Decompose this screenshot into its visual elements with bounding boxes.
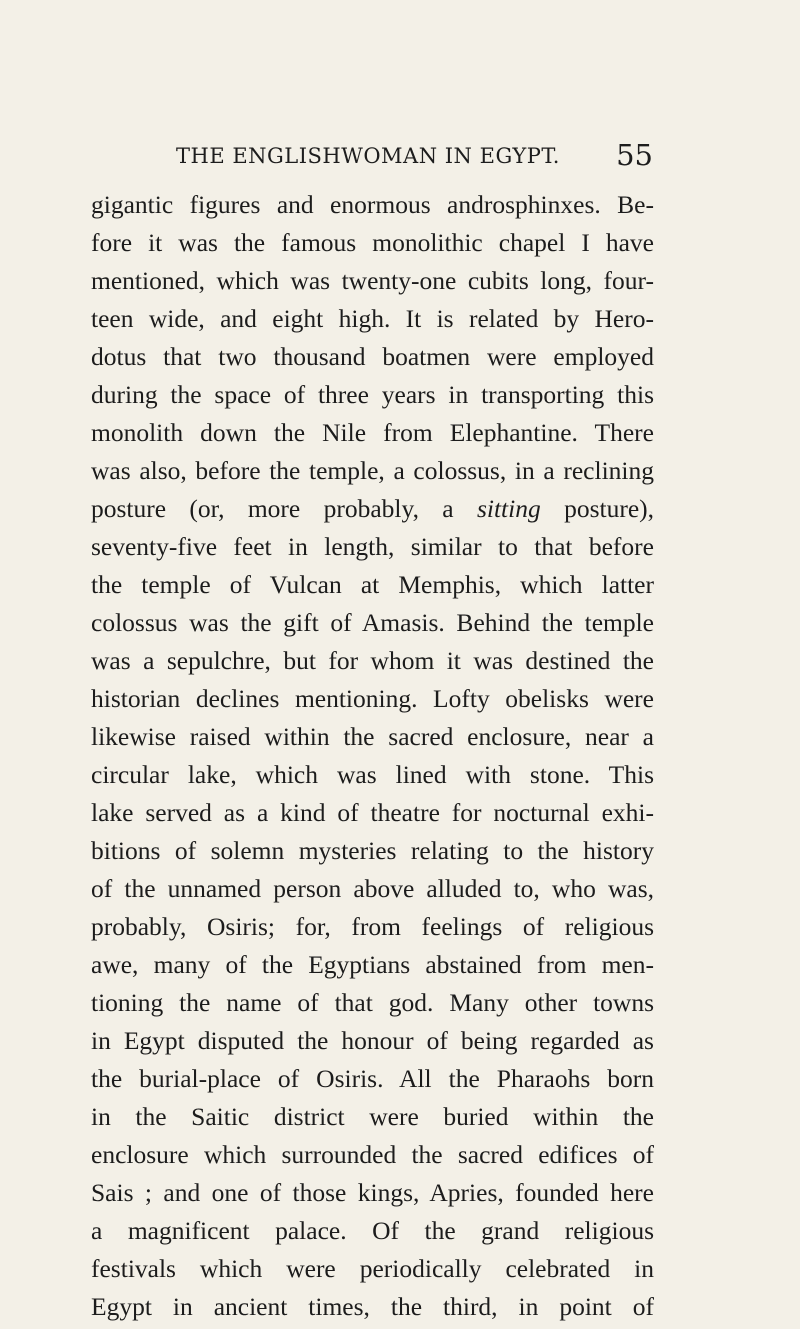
text-line: monolith down the Nile from Elephantine. There (91, 418, 654, 447)
text-line (91, 490, 654, 528)
text-line: lake served as a kind of theatre for nocturnal exhi- (91, 798, 654, 827)
text-line: in Egypt disputed the honour of being regarded as (91, 1026, 654, 1055)
text-line: fore it was the famous monolithic chapel I have (91, 228, 654, 257)
body-text (91, 186, 654, 1326)
text-line: mentioned, which was twenty-one cubits long, four- (91, 266, 654, 295)
text-line: was also, before the temple, a colossus, in a reclining (91, 456, 654, 485)
text-line: colossus was the gift of Amasis. Behind the temple (91, 608, 654, 637)
text-line: awe, many of the Egyptians abstained from men- (91, 950, 654, 979)
text-line: tioning the name of that god. Many other towns (91, 988, 654, 1017)
text-line: during the space of three years in transporting this (91, 380, 654, 409)
running-title: THE ENGLISHWOMAN IN EGYPT. (176, 144, 560, 168)
text-line: gigantic figures and enormous androsphinxes. Be- (91, 190, 654, 219)
text-line: a magnificent palace. Of the grand religious (91, 1216, 654, 1245)
text-line: dotus that two thousand boatmen were employed (91, 342, 654, 371)
text-line: was a sepulchre, but for whom it was destined the (91, 646, 654, 675)
text-line: the burial-place of Osiris. All the Pharaohs born (91, 1064, 654, 1093)
italic-word: sitting (476, 494, 541, 523)
line-text-after-italic: posture), (540, 494, 654, 523)
text-line: circular lake, which was lined with stone. This (91, 760, 654, 789)
text-line: the temple of Vulcan at Memphis, which latter (91, 570, 654, 599)
text-line: in the Saitic district were buried within the (91, 1102, 654, 1131)
text-line: of the unnamed person above alluded to, who was, (91, 874, 654, 903)
text-line: teen wide, and eight high. It is related by Hero- (91, 304, 654, 333)
running-head (176, 138, 653, 172)
text-line: Sais ; and one of those kings, Apries, founded here (91, 1178, 654, 1207)
text-line: festivals which were periodically celebrated in (91, 1254, 654, 1283)
text-line: seventy-five feet in length, similar to that before (91, 532, 654, 561)
page-number: 55 (616, 138, 653, 172)
text-line: likewise raised within the sacred enclosure, near a (91, 722, 654, 751)
text-line: enclosure which surrounded the sacred edifices of (91, 1140, 654, 1169)
line-text-before-italic: posture (or, more probably, a (91, 494, 477, 523)
text-line: historian declines mentioning. Lofty obelisks were (91, 684, 654, 713)
text-line: Egypt in ancient times, the third, in point of (91, 1292, 654, 1321)
text-line: probably, Osiris; for, from feelings of religious (91, 912, 654, 941)
text-line: bitions of solemn mysteries relating to the history (91, 836, 654, 865)
